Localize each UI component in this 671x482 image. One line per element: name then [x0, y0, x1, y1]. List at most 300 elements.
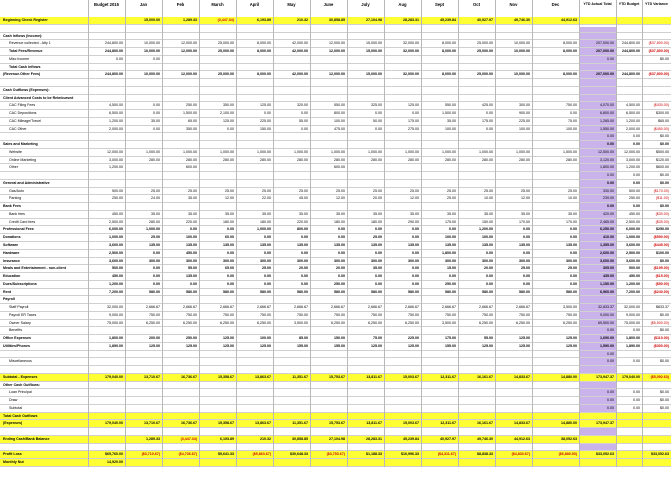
- table-cell[interactable]: 0.00: [616, 133, 642, 141]
- table-cell[interactable]: 10,000.00: [495, 48, 532, 56]
- table-cell[interactable]: 11,351.67: [273, 374, 310, 382]
- table-cell[interactable]: 2,500.00: [616, 219, 642, 227]
- table-cell[interactable]: 0.00: [532, 234, 579, 242]
- table-cell[interactable]: 40,927.97: [458, 17, 495, 25]
- table-cell[interactable]: 25.00: [532, 265, 579, 273]
- table-cell[interactable]: 8,000.00: [532, 40, 579, 48]
- table-cell[interactable]: 14,833.67: [495, 420, 532, 428]
- table-cell[interactable]: 750.00: [458, 312, 495, 320]
- table-cell[interactable]: 8,000.00: [236, 48, 273, 56]
- table-cell[interactable]: 12,000.00: [310, 71, 347, 79]
- table-cell[interactable]: 25,000.00: [458, 48, 495, 56]
- table-cell[interactable]: ($50.00): [642, 281, 671, 289]
- table-cell[interactable]: $1,188.33: [347, 451, 384, 459]
- table-cell[interactable]: 3,600.00: [616, 242, 642, 250]
- table-cell[interactable]: 44,912.63: [495, 436, 532, 444]
- table-cell[interactable]: 0.00: [579, 327, 616, 335]
- table-cell[interactable]: 6,500.00: [616, 110, 642, 118]
- table-cell[interactable]: 0.00: [458, 281, 495, 289]
- table-cell[interactable]: 1,000.00: [495, 149, 532, 157]
- table-cell[interactable]: $120.00: [642, 157, 671, 165]
- table-cell[interactable]: 750.00: [421, 312, 458, 320]
- table-cell[interactable]: 0.00: [125, 281, 162, 289]
- table-cell[interactable]: 35.00: [125, 118, 162, 126]
- table-cell[interactable]: 6,250.00: [384, 320, 421, 328]
- table-cell[interactable]: 8,000.00: [421, 48, 458, 56]
- table-cell[interactable]: 27,104.98: [310, 436, 347, 444]
- table-cell[interactable]: 580.00: [273, 289, 310, 297]
- table-cell[interactable]: 3,500.00: [532, 304, 579, 312]
- table-cell[interactable]: 1,590.00: [579, 343, 616, 351]
- table-cell[interactable]: 30,858.85: [310, 17, 347, 25]
- table-cell[interactable]: 0.00: [579, 351, 616, 359]
- table-cell[interactable]: 135.00: [384, 242, 421, 250]
- table-cell[interactable]: $0.00: [642, 203, 671, 211]
- table-cell[interactable]: ($4,736.67): [162, 451, 199, 459]
- table-cell[interactable]: 1,000.00: [125, 226, 162, 234]
- table-cell[interactable]: 135.00: [125, 242, 162, 250]
- table-cell[interactable]: 0.00: [236, 273, 273, 281]
- table-cell[interactable]: $500.00: [642, 149, 671, 157]
- table-cell[interactable]: 11,351.67: [273, 420, 310, 428]
- table-cell[interactable]: 0.00: [616, 397, 642, 405]
- table-cell[interactable]: 173,947.37: [579, 420, 616, 428]
- table-cell[interactable]: 300.00: [125, 258, 162, 266]
- table-cell[interactable]: 10,000.00: [495, 71, 532, 79]
- table-cell[interactable]: 32,833.37: [579, 304, 616, 312]
- table-cell[interactable]: 135.00: [199, 242, 236, 250]
- table-cell[interactable]: 600.00: [162, 164, 199, 172]
- table-cell[interactable]: 320.00: [273, 102, 310, 110]
- table-cell[interactable]: 580.00: [347, 289, 384, 297]
- table-cell[interactable]: 20.00: [273, 265, 310, 273]
- table-cell[interactable]: 6,250.00: [162, 320, 199, 328]
- table-cell[interactable]: $33,052.63: [642, 451, 671, 459]
- table-cell[interactable]: 750.00: [162, 312, 199, 320]
- table-cell[interactable]: 135.00: [421, 242, 458, 250]
- table-cell[interactable]: 170.00: [495, 219, 532, 227]
- table-cell[interactable]: 0.00: [310, 226, 347, 234]
- table-cell[interactable]: 35.00: [532, 211, 579, 219]
- table-cell[interactable]: 2,000.00: [616, 126, 642, 134]
- table-cell[interactable]: $0.00: [642, 397, 671, 405]
- table-cell[interactable]: 125.00: [199, 118, 236, 126]
- table-cell[interactable]: 244,800.00: [616, 40, 642, 48]
- table-cell[interactable]: 3,600.00: [616, 258, 642, 266]
- table-cell[interactable]: 12,000.00: [162, 71, 199, 79]
- table-cell[interactable]: $300.00: [642, 110, 671, 118]
- table-cell[interactable]: 100.00: [162, 234, 199, 242]
- table-cell[interactable]: 6,250.00: [532, 320, 579, 328]
- table-cell[interactable]: ($3,753.67): [310, 451, 347, 459]
- table-cell[interactable]: ($5,500.00): [642, 320, 671, 328]
- table-cell[interactable]: 4,070.00: [579, 102, 616, 110]
- table-cell[interactable]: 0.00: [236, 234, 273, 242]
- table-cell[interactable]: $250.00: [642, 226, 671, 234]
- table-cell[interactable]: $600.00: [642, 164, 671, 172]
- table-cell[interactable]: 0.00: [579, 405, 616, 413]
- table-cell[interactable]: 0.00: [458, 110, 495, 118]
- table-cell[interactable]: 0.00: [616, 327, 642, 335]
- table-cell[interactable]: 175.00: [384, 118, 421, 126]
- table-cell[interactable]: 1,200.00: [88, 118, 125, 126]
- table-cell[interactable]: 1,000.00: [199, 149, 236, 157]
- table-cell[interactable]: 42,000.00: [273, 40, 310, 48]
- table-cell[interactable]: 100.00: [495, 126, 532, 134]
- table-cell[interactable]: 55.00: [162, 265, 199, 273]
- table-cell[interactable]: 0.00: [310, 273, 347, 281]
- table-cell[interactable]: 175.00: [421, 219, 458, 227]
- table-cell[interactable]: 435.00: [579, 273, 616, 281]
- table-cell[interactable]: 450.00: [616, 211, 642, 219]
- table-cell[interactable]: 350.00: [199, 102, 236, 110]
- table-cell[interactable]: 500.00: [88, 265, 125, 273]
- table-cell[interactable]: 173,947.37: [579, 374, 616, 382]
- table-cell[interactable]: 1,200.00: [88, 281, 125, 289]
- table-cell[interactable]: 0.00: [458, 273, 495, 281]
- table-cell[interactable]: 250.00: [421, 281, 458, 289]
- table-cell[interactable]: $833.37: [642, 304, 671, 312]
- table-cell[interactable]: 450.00: [162, 250, 199, 258]
- table-cell[interactable]: ($170.00): [642, 188, 671, 196]
- table-cell[interactable]: 0.00: [273, 250, 310, 258]
- table-cell[interactable]: 0.00: [384, 110, 421, 118]
- table-cell[interactable]: 244,800.00: [616, 48, 642, 56]
- table-cell[interactable]: 1,890.00: [616, 343, 642, 351]
- table-cell[interactable]: 6,000.00: [616, 226, 642, 234]
- table-cell[interactable]: 75,000.00: [88, 320, 125, 328]
- table-cell[interactable]: 35.00: [162, 211, 199, 219]
- table-cell[interactable]: 0.00: [199, 250, 236, 258]
- table-cell[interactable]: 0.00: [579, 203, 616, 211]
- table-cell[interactable]: 300.00: [199, 258, 236, 266]
- table-cell[interactable]: 6,193.89: [236, 17, 273, 25]
- table-cell[interactable]: 300.00: [162, 258, 199, 266]
- table-cell[interactable]: 25.00: [347, 234, 384, 242]
- table-cell[interactable]: 25.00: [495, 265, 532, 273]
- table-cell[interactable]: 0.00: [125, 102, 162, 110]
- table-cell[interactable]: 280.00: [125, 219, 162, 227]
- table-cell[interactable]: 0.00: [495, 281, 532, 289]
- table-cell[interactable]: 28,283.31: [347, 436, 384, 444]
- table-cell[interactable]: 135.00: [532, 242, 579, 250]
- table-cell[interactable]: 1,690.00: [579, 335, 616, 343]
- table-cell[interactable]: ($37,800.00): [642, 71, 671, 79]
- table-cell[interactable]: $0.00: [642, 312, 671, 320]
- table-cell[interactable]: ($6,880.00): [532, 451, 579, 459]
- table-cell[interactable]: 180.00: [310, 219, 347, 227]
- table-cell[interactable]: 25.00: [162, 188, 199, 196]
- table-cell[interactable]: 1,200.00: [88, 164, 125, 172]
- table-cell[interactable]: 300.00: [495, 258, 532, 266]
- table-cell[interactable]: 475.00: [310, 126, 347, 134]
- table-cell[interactable]: 175.00: [421, 335, 458, 343]
- table-cell[interactable]: 12,000.00: [162, 40, 199, 48]
- table-cell[interactable]: 0.00: [532, 281, 579, 289]
- table-cell[interactable]: 16,736.67: [162, 374, 199, 382]
- table-cell[interactable]: 0.00: [347, 281, 384, 289]
- table-cell[interactable]: 0.00: [495, 273, 532, 281]
- table-cell[interactable]: 8,000.00: [421, 71, 458, 79]
- table-cell[interactable]: 6,960.00: [579, 289, 616, 297]
- table-cell[interactable]: 280.00: [421, 157, 458, 165]
- table-cell[interactable]: 3,120.00: [579, 157, 616, 165]
- table-cell[interactable]: $100.00: [642, 250, 671, 258]
- table-cell[interactable]: 150.00: [236, 126, 273, 134]
- table-cell[interactable]: 280.00: [310, 157, 347, 165]
- table-cell[interactable]: 55.00: [273, 118, 310, 126]
- table-cell[interactable]: 2,600.00: [579, 250, 616, 258]
- table-cell[interactable]: 25,000.00: [458, 71, 495, 79]
- table-cell[interactable]: 0.00: [616, 405, 642, 413]
- table-cell[interactable]: 280.00: [273, 157, 310, 165]
- table-cell[interactable]: 580.00: [162, 289, 199, 297]
- table-cell[interactable]: 125.00: [199, 343, 236, 351]
- table-cell[interactable]: 35.00: [273, 211, 310, 219]
- table-cell[interactable]: 35.00: [125, 211, 162, 219]
- table-cell[interactable]: 1,000.00: [125, 149, 162, 157]
- table-cell[interactable]: 6,250.00: [125, 320, 162, 328]
- table-cell[interactable]: 22.00: [236, 195, 273, 203]
- table-cell[interactable]: 3,500.00: [273, 320, 310, 328]
- table-cell[interactable]: 0.00: [199, 281, 236, 289]
- table-cell[interactable]: ($300.00): [642, 343, 671, 351]
- table-cell[interactable]: 125.00: [199, 335, 236, 343]
- table-cell[interactable]: 0.00: [384, 226, 421, 234]
- table-cell[interactable]: 1,500.00: [421, 110, 458, 118]
- table-cell[interactable]: 6,250.00: [458, 320, 495, 328]
- table-cell[interactable]: 220.00: [162, 219, 199, 227]
- table-cell[interactable]: 500.00: [616, 265, 642, 273]
- table-cell[interactable]: 100.00: [421, 126, 458, 134]
- table-cell[interactable]: 25,000.00: [199, 40, 236, 48]
- table-cell[interactable]: 6,000.00: [88, 226, 125, 234]
- table-cell[interactable]: 135.00: [310, 242, 347, 250]
- table-cell[interactable]: 75,000.00: [616, 320, 642, 328]
- table-cell[interactable]: 325.00: [347, 102, 384, 110]
- table-cell[interactable]: 450.00: [88, 273, 125, 281]
- table-cell[interactable]: 410.00: [579, 234, 616, 242]
- table-cell[interactable]: ($11.00): [642, 195, 671, 203]
- table-cell[interactable]: 2,666.67: [236, 304, 273, 312]
- table-cell[interactable]: 60.00: [199, 234, 236, 242]
- table-cell[interactable]: 150.00: [458, 219, 495, 227]
- table-cell[interactable]: 0.00: [579, 358, 616, 366]
- table-cell[interactable]: 15,000.00: [347, 71, 384, 79]
- table-cell[interactable]: 25,000.00: [199, 48, 236, 56]
- table-cell[interactable]: 2,666.67: [125, 304, 162, 312]
- table-cell[interactable]: 16,161.67: [458, 374, 495, 382]
- table-cell[interactable]: 580.00: [125, 289, 162, 297]
- table-cell[interactable]: 0.00: [384, 250, 421, 258]
- table-cell[interactable]: 1,550.00: [579, 126, 616, 134]
- table-cell[interactable]: 330.00: [579, 188, 616, 196]
- table-cell[interactable]: 12,000.00: [88, 149, 125, 157]
- table-cell[interactable]: 0.00: [347, 250, 384, 258]
- table-cell[interactable]: 280.00: [532, 157, 579, 165]
- table-cell[interactable]: 0.00: [532, 273, 579, 281]
- table-cell[interactable]: $9,641.33: [199, 451, 236, 459]
- table-cell[interactable]: 13,710.67: [125, 374, 162, 382]
- table-cell[interactable]: 1,355.00: [579, 242, 616, 250]
- table-cell[interactable]: 0.00: [273, 110, 310, 118]
- table-cell[interactable]: 1,000.00: [273, 149, 310, 157]
- table-cell[interactable]: 2,666.67: [273, 304, 310, 312]
- table-cell[interactable]: 179,040.00: [88, 420, 125, 428]
- table-cell[interactable]: 1,000.00: [236, 149, 273, 157]
- table-cell[interactable]: 15,000.00: [347, 48, 384, 56]
- table-cell[interactable]: 0.00: [616, 389, 642, 397]
- table-cell[interactable]: 100.00: [236, 335, 273, 343]
- table-cell[interactable]: 200.00: [125, 335, 162, 343]
- table-cell[interactable]: 13,710.67: [125, 420, 162, 428]
- table-cell[interactable]: 280.00: [347, 157, 384, 165]
- table-cell[interactable]: 0.00: [458, 250, 495, 258]
- table-cell[interactable]: 290.00: [384, 219, 421, 227]
- table-cell[interactable]: 42,000.00: [273, 48, 310, 56]
- table-cell[interactable]: 1,150.00: [579, 281, 616, 289]
- table-cell[interactable]: 180.00: [347, 219, 384, 227]
- table-cell[interactable]: 16,161.67: [458, 420, 495, 428]
- table-cell[interactable]: 2,666.67: [310, 304, 347, 312]
- table-cell[interactable]: 12,311.67: [421, 420, 458, 428]
- table-cell[interactable]: 0.00: [384, 273, 421, 281]
- table-cell[interactable]: 580.00: [199, 289, 236, 297]
- table-cell[interactable]: 244,800.00: [88, 71, 125, 79]
- table-cell[interactable]: 3,000.00: [88, 157, 125, 165]
- table-cell[interactable]: $33,052.63: [579, 451, 616, 459]
- table-cell[interactable]: 8,000.00: [532, 48, 579, 56]
- table-cell[interactable]: 6,193.89: [199, 436, 236, 444]
- table-cell[interactable]: 7,200.00: [88, 289, 125, 297]
- table-cell[interactable]: 125.00: [125, 343, 162, 351]
- table-cell[interactable]: 25.00: [347, 188, 384, 196]
- table-cell[interactable]: 0.00: [579, 141, 616, 149]
- table-cell[interactable]: 35.00: [310, 211, 347, 219]
- table-cell[interactable]: 35.00: [199, 211, 236, 219]
- table-cell[interactable]: 750.00: [384, 312, 421, 320]
- table-cell[interactable]: 32,000.00: [88, 304, 125, 312]
- table-cell[interactable]: 30,858.85: [273, 436, 310, 444]
- table-cell[interactable]: $0.00: [642, 405, 671, 413]
- table-cell[interactable]: 10,000.00: [125, 48, 162, 56]
- table-cell[interactable]: 2,100.00: [199, 110, 236, 118]
- table-cell[interactable]: ($3,710.67): [125, 451, 162, 459]
- table-cell[interactable]: 42,000.00: [273, 71, 310, 79]
- table-cell[interactable]: 275.00: [384, 126, 421, 134]
- table-cell[interactable]: 750.00: [199, 312, 236, 320]
- table-cell[interactable]: 12.00: [310, 195, 347, 203]
- table-cell[interactable]: 44,912.63: [532, 17, 579, 25]
- table-cell[interactable]: 13,811.67: [347, 420, 384, 428]
- table-cell[interactable]: 13,811.67: [347, 374, 384, 382]
- table-cell[interactable]: 55.00: [458, 335, 495, 343]
- table-cell[interactable]: 45,239.84: [384, 436, 421, 444]
- table-cell[interactable]: 75.00: [532, 118, 579, 126]
- table-cell[interactable]: 225.00: [236, 118, 273, 126]
- table-cell[interactable]: 750.00: [347, 312, 384, 320]
- table-cell[interactable]: 580.00: [532, 289, 579, 297]
- table-cell[interactable]: 207,000.00: [579, 48, 616, 56]
- table-cell[interactable]: 305.00: [579, 265, 616, 273]
- table-cell[interactable]: $0.00: [642, 258, 671, 266]
- table-cell[interactable]: 800.00: [273, 226, 310, 234]
- table-cell[interactable]: 1,500.00: [532, 149, 579, 157]
- table-cell[interactable]: $65,760.00: [88, 451, 125, 459]
- table-cell[interactable]: 0.00: [384, 281, 421, 289]
- table-cell[interactable]: 0.00: [579, 172, 616, 180]
- table-cell[interactable]: 6,800.00: [579, 110, 616, 118]
- table-cell[interactable]: 580.00: [458, 289, 495, 297]
- table-cell[interactable]: ($5,863.67): [236, 451, 273, 459]
- table-cell[interactable]: 2,666.67: [458, 304, 495, 312]
- table-cell[interactable]: 0.00: [199, 126, 236, 134]
- table-cell[interactable]: 225.00: [495, 118, 532, 126]
- table-cell[interactable]: 10,000.00: [125, 40, 162, 48]
- table-cell[interactable]: 300.00: [310, 258, 347, 266]
- table-cell[interactable]: 0.00: [384, 265, 421, 273]
- table-cell[interactable]: 1,289.33: [162, 17, 199, 25]
- table-cell[interactable]: 12,311.67: [421, 374, 458, 382]
- table-cell[interactable]: 0.00: [273, 281, 310, 289]
- table-cell[interactable]: $0.00: [642, 133, 671, 141]
- table-cell[interactable]: 9,000.00: [616, 312, 642, 320]
- table-cell[interactable]: 244,800.00: [616, 71, 642, 79]
- table-cell[interactable]: 7,200.00: [616, 289, 642, 297]
- table-cell[interactable]: 1,890.00: [88, 343, 125, 351]
- table-cell[interactable]: 580.00: [384, 289, 421, 297]
- table-cell[interactable]: 350.00: [162, 126, 199, 134]
- table-cell[interactable]: 15,753.67: [310, 374, 347, 382]
- table-cell[interactable]: 0.00: [125, 126, 162, 134]
- table-cell[interactable]: 16,736.67: [162, 420, 199, 428]
- table-cell[interactable]: 135.00: [236, 242, 273, 250]
- table-cell[interactable]: 2,500.00: [88, 250, 125, 258]
- table-cell[interactable]: 35.00: [384, 211, 421, 219]
- table-cell[interactable]: 207,000.00: [579, 40, 616, 48]
- table-cell[interactable]: 0.00: [236, 110, 273, 118]
- table-cell[interactable]: 750.00: [310, 312, 347, 320]
- table-cell[interactable]: ($445.00): [642, 242, 671, 250]
- table-cell[interactable]: 280.00: [458, 157, 495, 165]
- table-cell[interactable]: 100.00: [458, 234, 495, 242]
- table-cell[interactable]: 6,250.00: [310, 320, 347, 328]
- table-cell[interactable]: $65.00: [642, 118, 671, 126]
- table-cell[interactable]: 1,000.00: [347, 149, 384, 157]
- table-cell[interactable]: 35.00: [421, 118, 458, 126]
- table-cell[interactable]: 1,200.00: [616, 281, 642, 289]
- table-cell[interactable]: 35.00: [347, 211, 384, 219]
- table-cell[interactable]: 8,000.00: [236, 71, 273, 79]
- table-cell[interactable]: 0.00: [616, 203, 642, 211]
- table-cell[interactable]: 14,880.00: [532, 374, 579, 382]
- table-cell[interactable]: $0.00: [642, 172, 671, 180]
- table-cell[interactable]: 220.00: [273, 219, 310, 227]
- table-cell[interactable]: 750.00: [532, 102, 579, 110]
- table-cell[interactable]: 9,000.00: [88, 312, 125, 320]
- table-cell[interactable]: (3,447.34): [162, 436, 199, 444]
- table-cell[interactable]: 0.00: [532, 250, 579, 258]
- table-cell[interactable]: 0.00: [579, 133, 616, 141]
- table-cell[interactable]: 0.00: [579, 56, 616, 64]
- table-cell[interactable]: 6,250.00: [236, 320, 273, 328]
- table-cell[interactable]: 1,000.00: [458, 149, 495, 157]
- table-cell[interactable]: 0.00: [347, 110, 384, 118]
- table-cell[interactable]: 0.00: [384, 234, 421, 242]
- table-cell[interactable]: 12.00: [495, 195, 532, 203]
- table-cell[interactable]: 0.00: [162, 226, 199, 234]
- table-cell[interactable]: 0.00: [616, 180, 642, 188]
